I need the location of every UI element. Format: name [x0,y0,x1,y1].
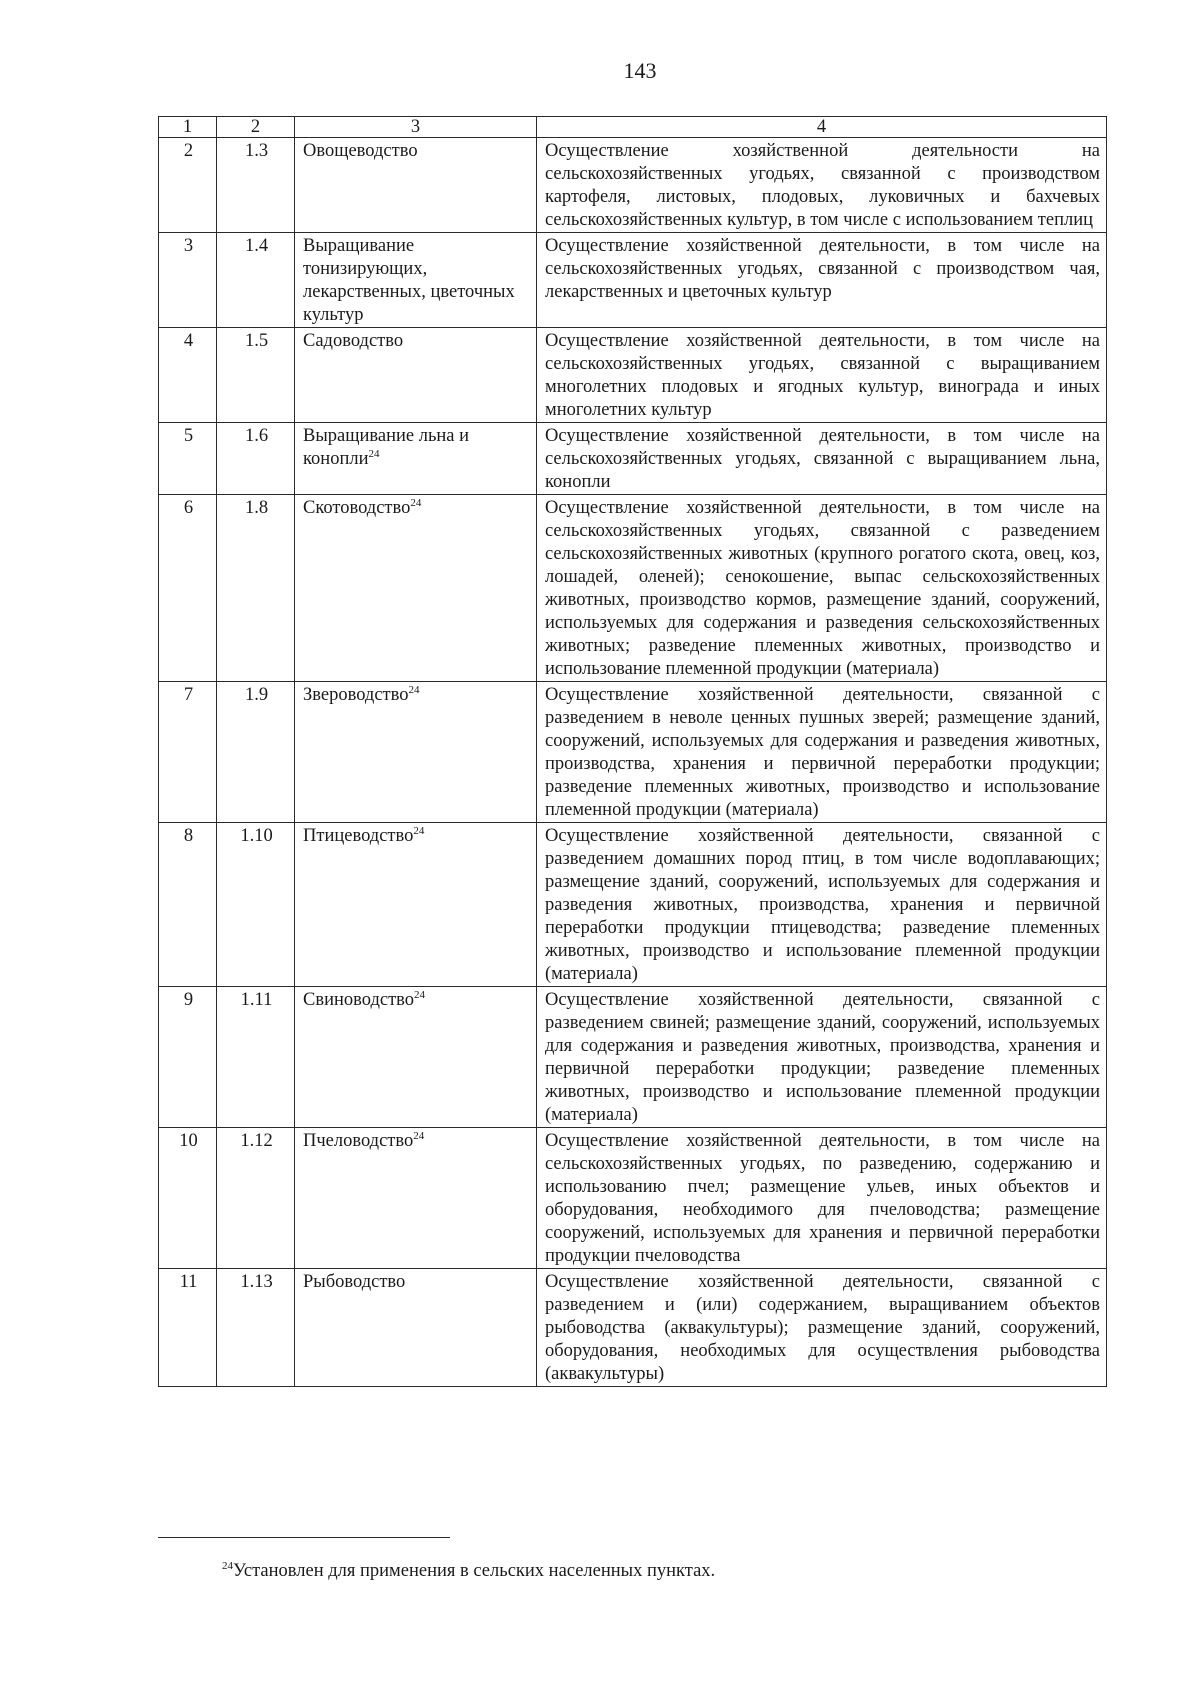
footnote-ref: 24 [368,447,380,460]
use-name: Звероводство$^{24}$ [295,682,537,823]
table-row [159,823,1107,987]
table-row [159,987,1107,1128]
footnote-ref: 24 [410,496,422,509]
row-number: 8 [159,823,217,987]
table-row [159,233,1107,328]
footnote-text: Установлен для применения в сельских населенных пунктах. [233,1561,716,1581]
use-code: 1.6 [217,423,295,495]
use-code: 1.4 [217,233,295,328]
footnote [222,1561,715,1582]
use-code: 1.13 [217,1269,295,1387]
row-number: 7 [159,682,217,823]
row-number: 6 [159,495,217,682]
use-description: Осуществление хозяйственной деятельности, связанной с разведением свиней; размещение зданий, сооружений, используемых для содержания и разведения животных, производства, хранения и первичной переработки продукции; разведение племенных животных, производство и использование племенной продукции (материала) [537,987,1107,1128]
row-number: 3 [159,233,217,328]
use-description: Осуществление хозяйственной деятельности, связанной с разведением в неволе ценных пушных зверей; размещение зданий, сооружений, используемых для содержания и разведения животных, производства, хранения и первичной переработки продукции; разведение племенных животных, производство и использование племенной продукции (материала) [537,682,1107,823]
land-use-table [158,116,1107,1387]
row-number: 11 [159,1269,217,1387]
use-description: Осуществление хозяйственной деятельности на сельскохозяйственных угодьях, связанной с производством картофеля, листовых, плодовых, луковичных и бахчевых сельскохозяйственных культур, в том числе с использованием теплиц [537,138,1107,233]
use-code: 1.12 [217,1128,295,1269]
use-name: Пчеловодство$^{24}$ [295,1128,537,1269]
use-description: Осуществление хозяйственной деятельности, связанной с разведением и (или) содержанием, выращиванием объектов рыбоводства (аквакультуры); размещение зданий, сооружений, оборудования, необходимых для осуществления рыбоводства (аквакультуры) [537,1269,1107,1387]
table-row [159,423,1107,495]
use-name: Свиноводство$^{24}$ [295,987,537,1128]
header-col-4: 4 [537,117,1107,138]
use-code: 1.8 [217,495,295,682]
page-number: 143 [623,58,657,83]
use-code: 1.9 [217,682,295,823]
use-code: 1.3 [217,138,295,233]
footnote-divider [158,1537,450,1538]
table-row [159,495,1107,682]
use-code: 1.5 [217,328,295,423]
row-number: 5 [159,423,217,495]
use-name: Скотоводство$^{24}$ [295,495,537,682]
use-description: Осуществление хозяйственной деятельности, в том числе на сельскохозяйственных угодьях, связанной с выращиванием многолетних плодовых и ягодных культур, винограда и иных многолетних культур [537,328,1107,423]
use-code: 1.11 [217,987,295,1128]
use-name: Рыбоводство [295,1269,537,1387]
table-header-row [159,117,1107,138]
header-col-3: 3 [295,117,537,138]
footnote-ref: 24 [413,1129,425,1142]
header-col-2: 2 [217,117,295,138]
use-code: 1.10 [217,823,295,987]
footnote-marker: 24 [222,1559,233,1572]
use-description: Осуществление хозяйственной деятельности, в том числе на сельскохозяйственных угодьях, по разведению, содержанию и использованию пчел; размещение ульев, иных объектов и оборудования, необходимого для пчеловодства; размещение сооружений, используемых для хранения и первичной переработки продукции пчеловодства [537,1128,1107,1269]
use-description: Осуществление хозяйственной деятельности, в том числе на сельскохозяйственных угодьях, связанной с производством чая, лекарственных и цветочных культур [537,233,1107,328]
use-name: Овощеводство [295,138,537,233]
row-number: 9 [159,987,217,1128]
use-name: Выращивание тонизирующих, лекарственных, цветочных культур [295,233,537,328]
header-col-1: 1 [159,117,217,138]
table-row [159,328,1107,423]
table-row [159,1269,1107,1387]
table-row [159,682,1107,823]
footnote-ref: 24 [408,683,420,696]
use-description: Осуществление хозяйственной деятельности, связанной с разведением домашних пород птиц, в том числе водоплавающих; размещение зданий, сооружений, используемых для содержания и разведения животных, производства, хранения и первичной переработки продукции птицеводства; разведение племенных животных, производство и использование племенной продукции (материала) [537,823,1107,987]
use-description: Осуществление хозяйственной деятельности, в том числе на сельскохозяйственных угодьях, связанной с выращиванием льна, конопли [537,423,1107,495]
footnote-ref: 24 [414,988,426,1001]
row-number: 2 [159,138,217,233]
row-number: 10 [159,1128,217,1269]
use-description: Осуществление хозяйственной деятельности, в том числе на сельскохозяйственных угодьях, связанной с разведением сельскохозяйственных животных (крупного рогатого скота, овец, коз, лошадей, оленей); сенокошение, выпас сельскохозяйственных животных, производство кормов, размещение зданий, сооружений, используемых для содержания и разведения сельскохозяйственных животных; разведение племенных животных, производство и использование племенной продукции (материала) [537,495,1107,682]
use-name: Выращивание льна и конопли$^{24}$ [295,423,537,495]
table-row [159,138,1107,233]
use-name: Птицеводство$^{24}$ [295,823,537,987]
row-number: 4 [159,328,217,423]
use-name: Садоводство [295,328,537,423]
table-row [159,1128,1107,1269]
footnote-ref: 24 [413,824,425,837]
